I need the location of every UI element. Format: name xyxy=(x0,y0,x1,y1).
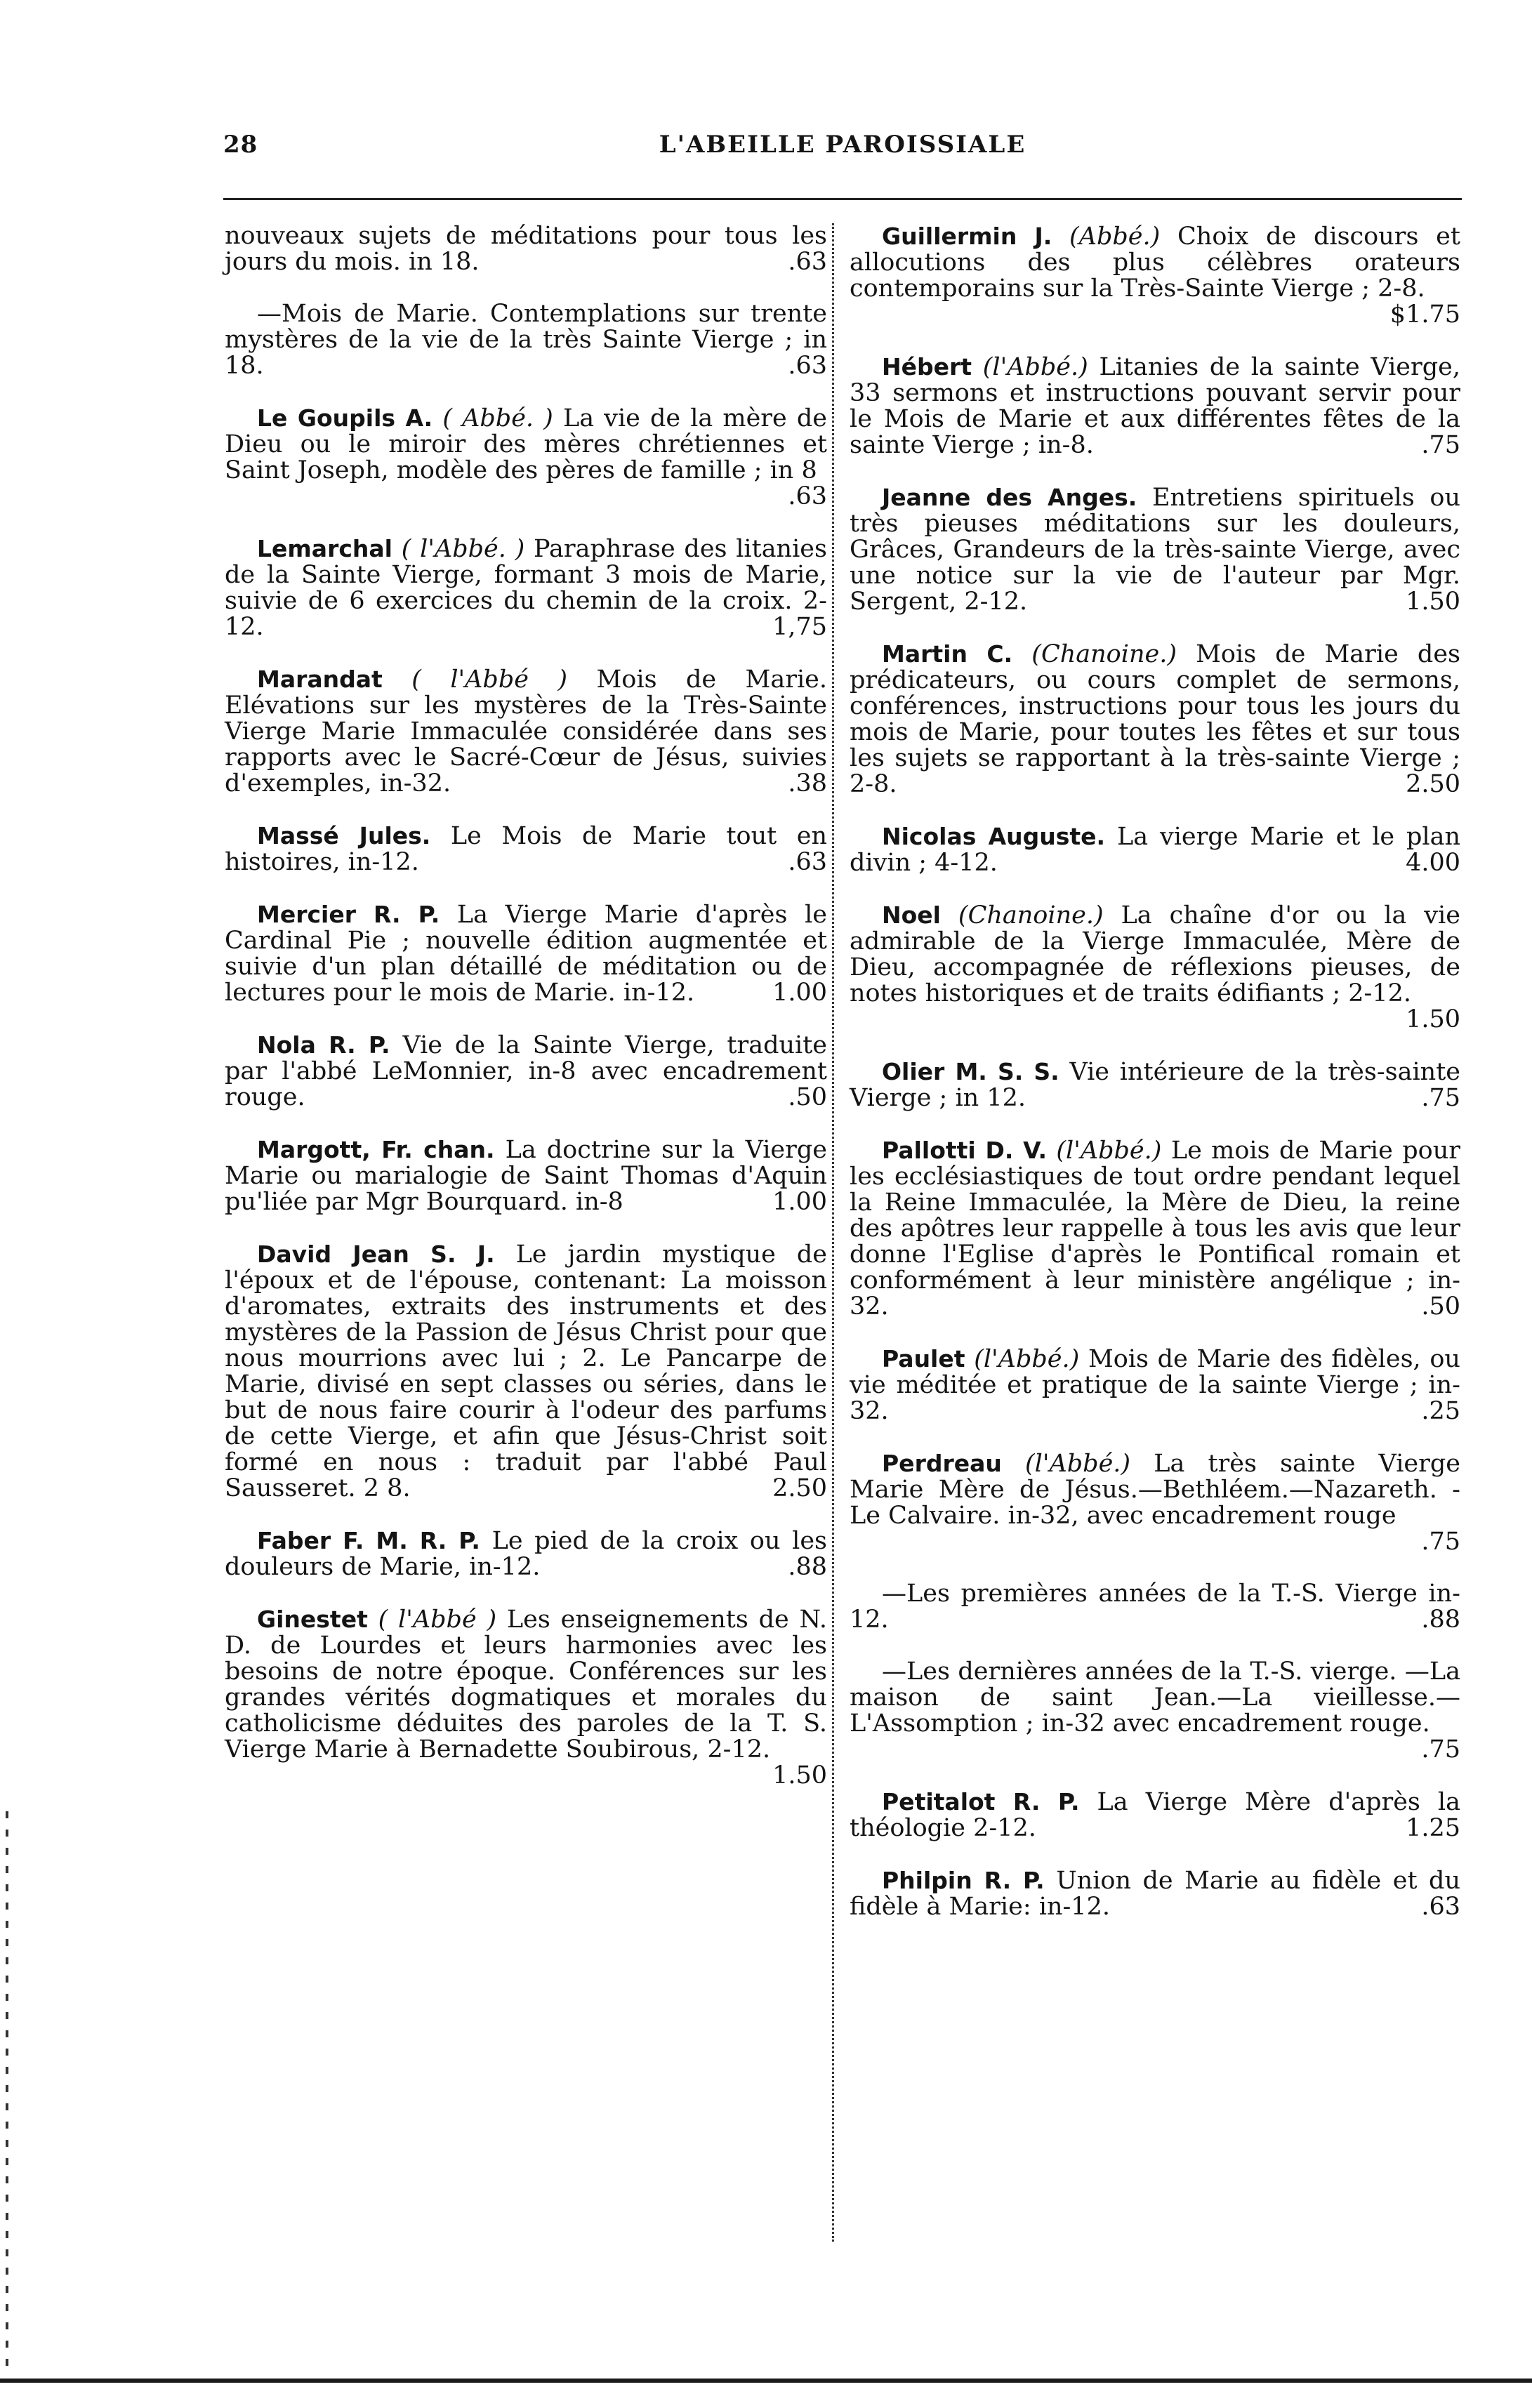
entry-note: ( l'Abbé ) xyxy=(411,666,568,694)
entry-text: Entretiens spirituels ou très pieuses méditations sur les douleurs, Grâces, Grandeurs de la très-sainte Vierge, avec une notice sur la vie de l'auteur par Mgr. Sergent, 2-12. xyxy=(850,484,1460,616)
entry-price: 1.00 xyxy=(772,1188,827,1216)
catalog-entry xyxy=(850,223,1460,328)
entry-price: .63 xyxy=(788,482,827,510)
entry-price: 2.50 xyxy=(772,1474,827,1502)
entry-text: La Vierge Marie d'après le Cardinal Pie ; nouvelle édition augmentée et suivie d'un plan détaillé de méditation ou de lectures pour le mois de Marie. in-12. xyxy=(225,901,827,1007)
header-rule xyxy=(223,198,1462,200)
entry-text: Union de Marie au fidèle et du fidèle à Marie: in-12. xyxy=(850,1867,1460,1921)
entry-text: —Les dernières années de la T.-S. vierge. —La maison de saint Jean.—La vieillesse.—L'Assomption ; in-32 avec encadrement rouge. xyxy=(850,1658,1460,1738)
catalog-entry xyxy=(225,223,827,275)
entry-author: Hébert xyxy=(882,353,972,381)
entry-text: Le jardin mystique de l'époux et de l'épouse, contenant: La moisson d'aromates, extraits des instruments et des mystères de la Passion de Jésus Christ pour que nous mourrions avec lui ; 2. Le Pancarpe de Marie, divisé en sept classes ou séries, dans le but de nous faire courir à l'odeur des parfums de cette Vierge, et afin que Jésus-Christ soit formé en nous : traduit par l'abbé Paul Sausseret. 2 8. xyxy=(225,1241,827,1502)
catalog-entry xyxy=(225,1137,827,1215)
catalog-entry xyxy=(850,1581,1460,1633)
entry-author: Guillermin J. xyxy=(882,223,1052,250)
binding-edge-mark xyxy=(6,1811,8,2373)
catalog-entry xyxy=(225,823,827,875)
entry-text: —Les premières années de la T.-S. Vierge in-12. xyxy=(850,1580,1460,1634)
catalog-entry xyxy=(850,1059,1460,1111)
catalog-entry xyxy=(850,1137,1460,1320)
catalog-entry xyxy=(850,1450,1460,1555)
entry-price: 1.50 xyxy=(772,1761,827,1790)
catalog-entry xyxy=(850,1346,1460,1424)
catalog-entry xyxy=(225,1528,827,1580)
entry-price: .75 xyxy=(1421,1084,1460,1112)
right-column xyxy=(850,223,1460,1946)
entry-price: .75 xyxy=(1421,431,1460,459)
entry-text: Le pied de la croix ou les douleurs de Marie, in-12. xyxy=(225,1527,827,1581)
entry-author: Marandat xyxy=(257,666,383,693)
entry-price: .63 xyxy=(788,248,827,276)
catalog-entry xyxy=(850,823,1460,876)
entry-note: ( Abbé. ) xyxy=(442,404,553,432)
catalog-entry xyxy=(225,1032,827,1111)
entry-price: 1.25 xyxy=(1406,1814,1460,1842)
page-header xyxy=(223,131,1462,173)
page-number: 28 xyxy=(223,131,258,159)
running-title: L'ABEILLE PAROISSIALE xyxy=(659,131,1026,159)
entry-note: (Chanoine.) xyxy=(958,901,1104,930)
entry-text: Mois de Marie. Elévations sur les mystères de la Très-Sainte Vierge Marie Immaculée considérée dans ses rapports avec le Sacré-Cœur de Jésus, suivies d'exemples, in-32. xyxy=(225,666,827,798)
entry-text: Le mois de Marie pour les ecclésiastiques de tout ordre pendant lequel la Reine Immaculée, la Mère de Dieu, la reine des apôtres leur rappelle à tous les avis que leur donne l'Eglise d'après le Pontifical romain et conformément à leur ministère angélique ; in-32. xyxy=(850,1137,1460,1321)
entry-text: Mois de Marie des fidèles, ou vie méditée et pratique de la sainte Vierge ; in-32. xyxy=(850,1345,1460,1425)
catalog-entry xyxy=(225,301,827,379)
entry-author: Perdreau xyxy=(882,1450,1002,1477)
entry-price: 1.50 xyxy=(1406,588,1460,616)
catalog-entry xyxy=(850,902,1460,1033)
entry-author: Massé Jules. xyxy=(257,822,431,849)
entry-text: La très sainte Vierge Marie Mère de Jésus.—Bethléem.—Nazareth. -Le Calvaire. in-32, avec encadrement rouge xyxy=(850,1450,1460,1530)
entry-author: Philpin R. P. xyxy=(882,1867,1045,1894)
entry-note: (Abbé.) xyxy=(1069,223,1161,251)
entry-author: Nola R. P. xyxy=(257,1031,390,1059)
entry-note: (l'Abbé.) xyxy=(982,353,1088,381)
entry-text: —Mois de Marie. Contemplations sur trente mystères de la vie de la très Sainte Vierge ; in 18. xyxy=(225,300,827,380)
catalog-entry xyxy=(850,1789,1460,1841)
entry-price: .50 xyxy=(788,1083,827,1111)
entry-author: Martin C. xyxy=(882,640,1013,668)
catalog-entry xyxy=(850,1659,1460,1763)
entry-author: Nicolas Auguste. xyxy=(882,823,1106,850)
entry-author: Paulet xyxy=(882,1345,965,1372)
entry-note: (l'Abbé.) xyxy=(1056,1137,1162,1165)
catalog-entry xyxy=(225,405,827,510)
entry-price: 1,75 xyxy=(772,613,827,641)
entry-author: Ginestet xyxy=(257,1606,368,1633)
entry-price: .88 xyxy=(788,1553,827,1581)
entry-note: (l'Abbé.) xyxy=(1025,1450,1131,1478)
catalog-entry xyxy=(225,1241,827,1502)
entry-price: .88 xyxy=(1421,1606,1460,1634)
entry-text: Paraphrase des litanies de la Sainte Vierge, formant 3 mois de Marie, suivie de 6 exercices du chemin de la croix. 2-12. xyxy=(225,535,827,641)
page-bottom-edge xyxy=(0,2379,1532,2383)
entry-author: David Jean S. J. xyxy=(257,1241,495,1268)
entry-price: .63 xyxy=(788,848,827,876)
entry-price: 4.00 xyxy=(1406,849,1460,877)
entry-text: Les enseignements de N. D. de Lourdes et leurs harmonies avec les besoins de notre époque. Conférences sur les grandes vérités dogmatiques et morales du catholicisme déduites des paroles de la T. S. Vierge Marie à Bernadette Soubirous, 2-12. xyxy=(225,1606,827,1764)
catalog-entry xyxy=(225,536,827,640)
catalog-entry xyxy=(850,484,1460,615)
entry-text: Choix de discours et allocutions des plus célèbres orateurs contemporains sur la Très-Sainte Vierge ; 2-8. xyxy=(850,223,1460,303)
entry-note: ( l'Abbé. ) xyxy=(401,535,525,563)
entry-author: Petitalot R. P. xyxy=(882,1788,1080,1815)
entry-text: La Vierge Mère d'après la théologie 2-12. xyxy=(850,1788,1460,1842)
catalog-entry xyxy=(225,666,827,797)
entry-text: Vie intérieure de la très-sainte Vierge ; in 12. xyxy=(850,1058,1460,1112)
entry-text: nouveaux sujets de méditations pour tous les jours du mois. in 18. xyxy=(225,222,827,276)
entry-author: Mercier R. P. xyxy=(257,901,440,928)
entry-price: .50 xyxy=(1421,1292,1460,1321)
catalog-entry xyxy=(850,354,1460,458)
entry-price: .63 xyxy=(1421,1893,1460,1921)
entry-text: Vie de la Sainte Vierge, traduite par l'abbé LeMonnier, in-8 avec encadrement rouge. xyxy=(225,1031,827,1111)
entry-author: Olier M. S. S. xyxy=(882,1058,1059,1085)
entry-note: (l'Abbé.) xyxy=(974,1345,1080,1373)
entry-text: La doctrine sur la Vierge Marie ou marialogie de Saint Thomas d'Aquin pu'liée par Mgr Bourquard. in-8 xyxy=(225,1136,827,1216)
entry-text: Litanies de la sainte Vierge, 33 sermons et instructions pouvant servir pour le Mois de Marie et aux différentes fêtes de la sainte Vierge ; in-8. xyxy=(850,353,1460,459)
entry-text: Mois de Marie des prédicateurs, ou cours complet de sermons, conférences, instructions pour tous les jours du mois de Marie, pour toutes les fêtes et sur tous les sujets se rapportant à la très-sainte Vierge ; 2-8. xyxy=(850,640,1460,798)
entry-text: La chaîne d'or ou la vie admirable de la Vierge Immaculée, Mère de Dieu, accompagnée de réflexions pieuses, de notes historiques et de traits édifiants ; 2-12. xyxy=(850,901,1460,1007)
entry-author: Lemarchal xyxy=(257,535,392,562)
entry-price: 1.00 xyxy=(772,979,827,1007)
entry-author: Faber F. M. R. P. xyxy=(257,1527,480,1554)
entry-price: .25 xyxy=(1421,1397,1460,1425)
entry-author: Noel xyxy=(882,901,941,929)
entry-note: (Chanoine.) xyxy=(1031,640,1177,668)
entry-note: ( l'Abbé ) xyxy=(378,1606,497,1634)
entry-price: .75 xyxy=(1421,1735,1460,1764)
entry-price: 2.50 xyxy=(1406,770,1460,798)
catalog-entry xyxy=(850,641,1460,798)
entry-author: Pallotti D. V. xyxy=(882,1137,1047,1164)
catalog-entry xyxy=(850,1867,1460,1920)
entry-price: .38 xyxy=(788,769,827,798)
entry-text: La vierge Marie et le plan divin ; 4-12. xyxy=(850,823,1460,877)
column-divider xyxy=(832,223,834,2242)
entry-price: .63 xyxy=(788,352,827,380)
entry-price: $1.75 xyxy=(1389,300,1460,329)
entry-text: La vie de la mère de Dieu ou le miroir des mères chrétiennes et Saint Joseph, modèle des pères de famille ; in 8 xyxy=(225,404,827,484)
left-column xyxy=(225,223,827,1815)
entry-price: .75 xyxy=(1421,1528,1460,1556)
catalog-entry xyxy=(225,1606,827,1789)
entry-text: Le Mois de Marie tout en histoires, in-12. xyxy=(225,822,827,876)
catalog-entry xyxy=(225,901,827,1006)
entry-price: 1.50 xyxy=(1406,1005,1460,1033)
entry-author: Jeanne des Anges. xyxy=(882,484,1137,511)
entry-author: Le Goupils A. xyxy=(257,404,433,432)
entry-author: Margott, Fr. chan. xyxy=(257,1136,495,1163)
